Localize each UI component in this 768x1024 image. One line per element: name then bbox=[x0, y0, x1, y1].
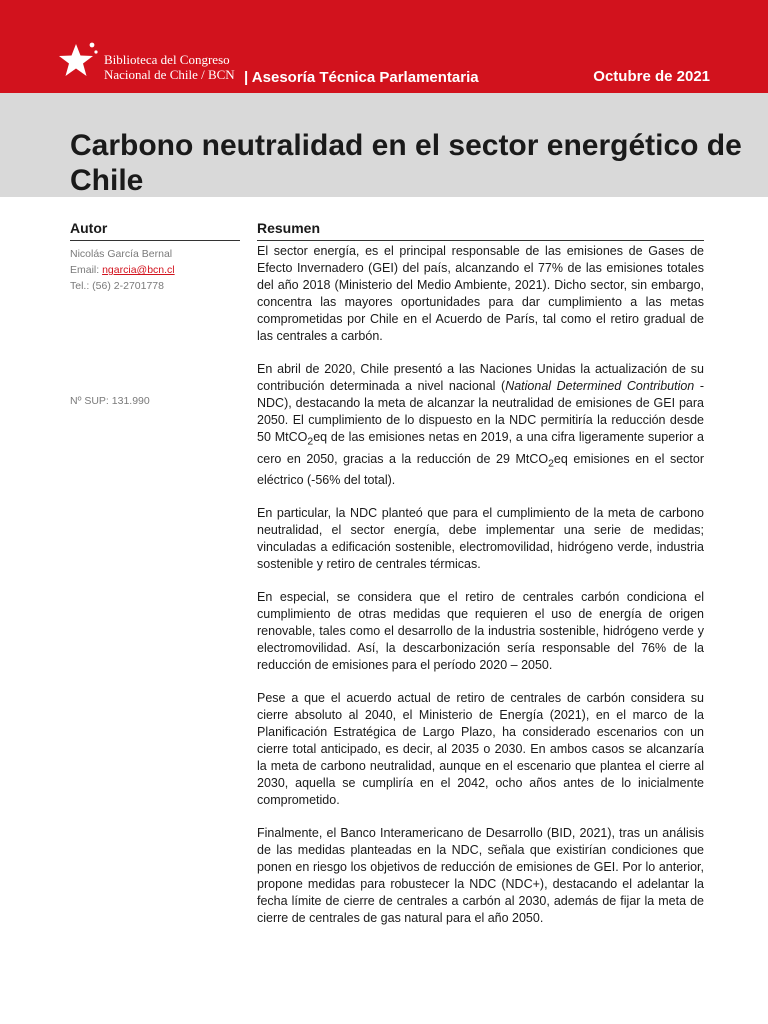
author-phone: Tel.: (56) 2-2701778 bbox=[70, 280, 164, 292]
summary-paragraph-1: El sector energía, es el principal responsable de las emisiones de Gases de Efecto Invernadero (GEI) del país, alcanzando el 77% de las emisiones totales del año 2018 (Ministerio del Medio Ambiente, 2021). Dicho sector, sin embargo, concentra las mayores oportunidades para dar cumplimiento a las metas comprometidas por Chile en el Acuerdo de París, tal como el retiro gradual de las centrales a carbón. bbox=[257, 244, 704, 343]
summary-paragraph-4: En especial, se considera que el retiro de centrales carbón condiciona el cumplimiento de otras medidas que requieren el uso de energía de origen renovable, tales como el desarrollo de la industria sostenible, hidrógeno verde y electromovilidad. Así, la descarbonización sería responsable del 76% de la reducción de emisiones para el período 2020 – 2050. bbox=[257, 590, 704, 672]
p2-italic: National Determined Contribution bbox=[505, 379, 695, 393]
author-name: Nicolás García Bernal bbox=[70, 248, 173, 260]
summary-heading: Resumen bbox=[257, 220, 704, 241]
summary-body bbox=[257, 243, 704, 927]
author-email-line bbox=[70, 262, 240, 278]
author-heading: Autor bbox=[70, 220, 240, 241]
summary-paragraph-2 bbox=[257, 361, 704, 489]
email-label: Email: bbox=[70, 264, 103, 276]
header-bar bbox=[0, 0, 768, 93]
p2-part-b: - NDC), destacando la meta de alcanzar la neutralidad de emisiones de GEI para 2050. El cumplimiento de lo dispuesto en la NDC permitiría la reducción desde 50 MtCO bbox=[257, 379, 704, 444]
star-logo-icon bbox=[58, 40, 100, 82]
p2-part-a: En abril de 2020, Chile presentó a las Naciones Unidas la actualización de su contribución determinada a nivel nacional ( bbox=[257, 362, 704, 393]
logo-line-2: Nacional de Chile / BCN bbox=[104, 67, 235, 82]
logo-line-1: Biblioteca del Congreso bbox=[104, 52, 230, 67]
author-email-link[interactable]: ngarcia@bcn.cl bbox=[102, 264, 175, 276]
sup-number: Nº SUP: 131.990 bbox=[70, 395, 150, 407]
p2-part-c: eq de las emisiones netas en 2019, a una cifra ligeramente superior a cero en 2050, gracias a la reducción de 29 MtCO bbox=[257, 430, 704, 466]
logo-wordmark bbox=[104, 52, 235, 82]
p2-subscript-2: 2 bbox=[548, 458, 554, 469]
document-title: Carbono neutralidad en el sector energético de Chile bbox=[70, 129, 742, 197]
summary-paragraph-5: Pese a que el acuerdo actual de retiro de centrales de carbón considera su cierre absoluto al 2040, el Ministerio de Energía (2021), en el marco de la Planificación Estratégica de Largo Plazo, ha considerado escenarios con un cierre total anticipado, es decir, al 2035 o 2030. En ambos casos se alcanzaría la meta de carbono neutralidad, aunque en el escenario que plantea el cierre al 2030, aquella se cumpliría en el 2042, ocho años antes de lo inicialmente comprometido. bbox=[257, 691, 704, 807]
summary-paragraph-6: Finalmente, el Banco Interamericano de Desarrollo (BID, 2021), tras un análisis de las medidas planteadas en la NDC, señala que existirían condiciones que ponen en riesgo los objetivos de reducción de emisiones de GEI. Por lo anterior, propone medidas para robustecer la NDC (NDC+), destacando el adelantar la fecha límite de cierre de centrales a carbón al 2030, además de fijar la meta de cierre de centrales de gas natural para el año 2050. bbox=[257, 826, 704, 925]
section-label: | Asesoría Técnica Parlamentaria bbox=[244, 69, 479, 86]
summary-column bbox=[257, 220, 704, 943]
p2-subscript-1: 2 bbox=[307, 436, 314, 448]
author-info bbox=[70, 246, 240, 294]
p2-part-d: eq emisiones en el sector eléctrico (-56% del total). bbox=[257, 451, 704, 487]
author-column bbox=[70, 220, 240, 294]
date-label: Octubre de 2021 bbox=[593, 68, 710, 85]
summary-paragraph-3: En particular, la NDC planteó que para el cumplimiento de la meta de carbono neutralidad, el sector energía, debe implementar una serie de medidas; vinculadas a edificación sostenible, electromovilidad, hidrógeno verde, industria sostenible y retiro de centrales térmicas. bbox=[257, 506, 704, 571]
